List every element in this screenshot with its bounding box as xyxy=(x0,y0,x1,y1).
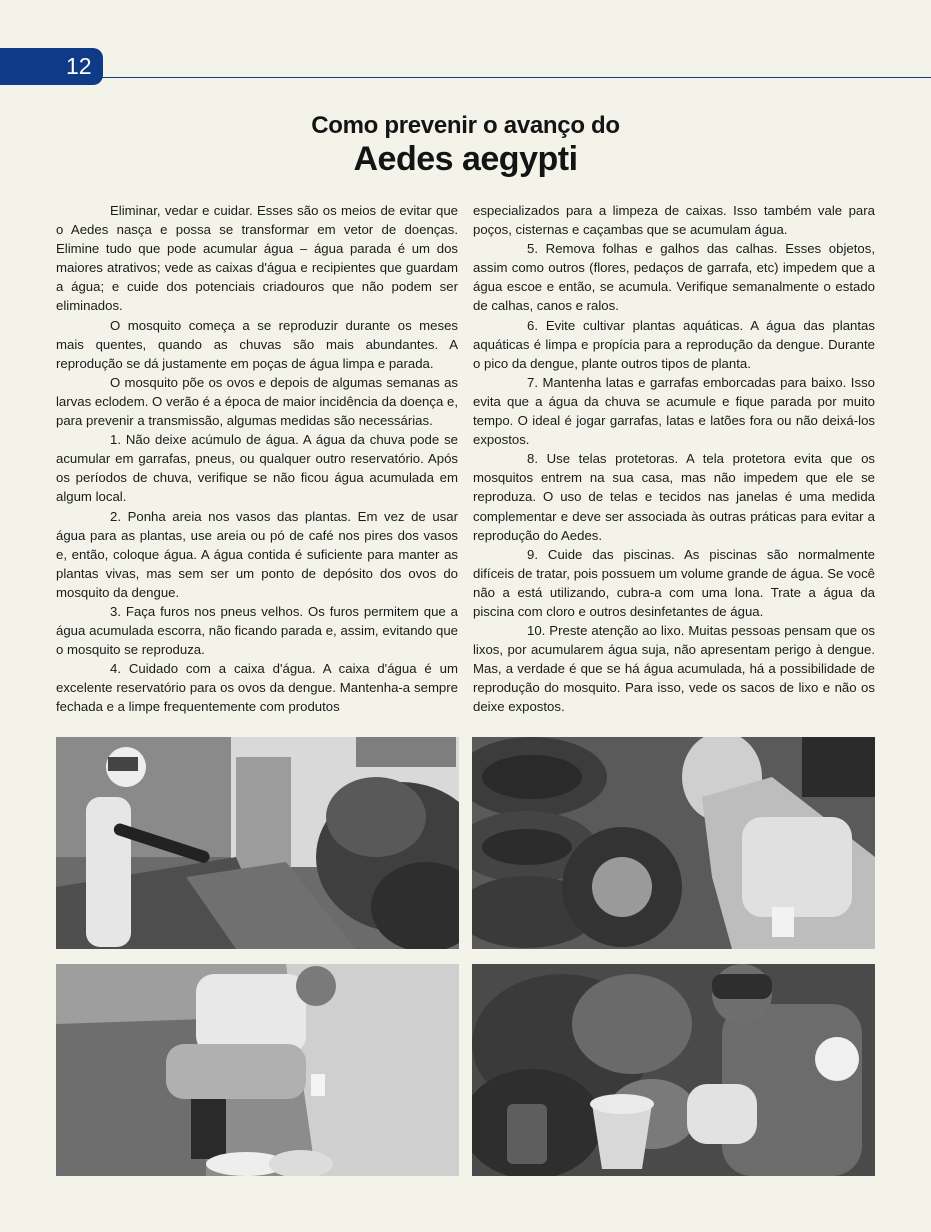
paragraph: Eliminar, vedar e cuidar. Esses são os meios de evitar que o Aedes nasça e possa se transformar em vetor de doenças. Elimine tudo que pode acumular água – água parada é um dos maiores atrativos; vede as caixas d'água e recipientes que guardam a água; e cuide dos potenciais criadouros que não podem ser eliminados. xyxy=(56,203,458,314)
paragraph: O mosquito põe os ovos e depois de algumas semanas as larvas eclodem. O verão é a época de maior incidência da doença e, para prevenir a transmissão, algumas medidas são necessárias. xyxy=(56,374,458,429)
paragraph: 1. Não deixe acúmulo de água. A água da chuva pode se acumular em garrafas, pneus, ou qualquer outro reservatório. Após os períodos de chuva, verifique se não ficou água acumulada em algum local. xyxy=(56,432,458,505)
paragraph: 5. Remova folhas e galhos das calhas. Esses objetos, assim como outros (flores, pedaços de garrafa, etc) impedem que a água escoe e então, se acumula. Verifique semanalmente o estado de calhas, canos e ralos. xyxy=(473,241,875,314)
paragraph: 10. Preste atenção ao lixo. Muitas pessoas pensam que os lixos, por acumularem água suja, não apresentam perigo à dengue. Mas, a verdade é que se há água acumulada, há a possibilidade de reprodução do mosquito. Para isso, vede os sacos de lixo e não os deixe expostos. xyxy=(473,623,875,715)
paragraph: 2. Ponha areia nos vasos das plantas. Em vez de usar água para as plantas, use areia ou pó de café nos pires dos vasos e, então, coloque água. A água contida é suficiente para manter as plantas vivas, mas sem ser um ponto de depósito dos ovos do mosquito da dengue. xyxy=(56,508,458,600)
paragraph: 6. Evite cultivar plantas aquáticas. A água das plantas aquáticas é limpa e propícia para a reprodução da dengue. Durante o pico da dengue, plante outros tipos de planta. xyxy=(473,317,875,371)
photo-tire-inspection xyxy=(472,737,875,949)
photo-agent-inspecting-plants xyxy=(472,964,875,1176)
paragraph: 3. Faça furos nos pneus velhos. Os furos permitem que a água acumulada escorra, não ficando parada e, assim, evitando que o mosquito se reproduza. xyxy=(56,603,458,658)
article-title-line-1: Como prevenir o avanço do xyxy=(311,112,620,139)
paragraph: 7. Mantenha latas e garrafas emborcadas para baixo. Isso evita que a água da chuva se acumule e fique parada por muito tempo. O ideal é jogar garrafas, latas e latões fora ou não deixá-los expostos. xyxy=(473,374,875,448)
article-title-line-2: Aedes aegypti xyxy=(353,140,578,178)
paragraph-continuation: especializados para a limpeza de caixas. Isso também vale para poços, cisternas e caçambas que se acumulam água. xyxy=(473,203,875,238)
paragraph: 9. Cuide das piscinas. As piscinas são normalmente difíceis de tratar, pois possuem um volume grande de água. Se você não a está utilizando, cubra-a com uma lona. Trate a água da piscina com cloro e outros desinfetantes de água. xyxy=(473,546,875,619)
page-number-tab xyxy=(0,48,103,85)
photo-fumigation-worker xyxy=(56,737,459,949)
paragraph: O mosquito começa a se reproduzir durante os meses mais quentes, quando as chuvas são mais abundantes. A reprodução se dá justamente em poças de água limpa e parada. xyxy=(56,317,458,371)
page-number: 12 xyxy=(66,53,92,79)
right-text-column xyxy=(473,201,875,717)
paragraph: 8. Use telas protetoras. A tela protetora evita que os mosquitos entrem na sua casa, mas não impedem que ele se reproduza. O uso de telas e tecidos nas janelas é uma medida complementar e deve ser associada às outras práticas para evitar a reprodução do Aedes. xyxy=(473,451,875,543)
paragraph: 4. Cuidado com a caixa d'água. A caixa d'água é um excelente reservatório para os ovos da dengue. Mantenha-a sempre fechada e a limpe frequentemente com produtos xyxy=(56,661,458,715)
header-rule xyxy=(100,77,931,78)
left-text-column xyxy=(56,201,458,717)
photo-man-checking-bucket xyxy=(56,964,459,1176)
